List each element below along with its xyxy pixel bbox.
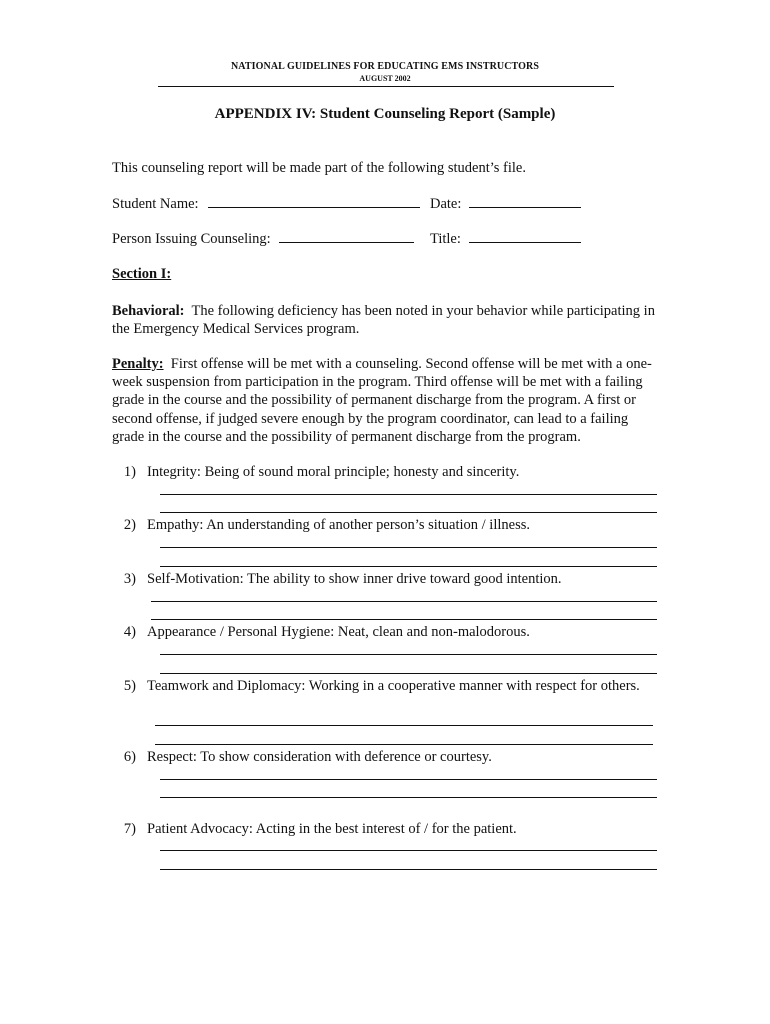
document-date: AUGUST 2002 bbox=[359, 74, 411, 83]
list-item bbox=[112, 623, 672, 643]
item-text: Empathy: An understanding of another person’s situation / illness. bbox=[147, 517, 530, 533]
section-heading: Section I: bbox=[112, 266, 172, 282]
response-line[interactable] bbox=[155, 744, 653, 745]
list-item bbox=[112, 463, 672, 483]
behavioral-paragraph bbox=[112, 302, 662, 338]
response-line[interactable] bbox=[160, 779, 657, 780]
title-field[interactable] bbox=[430, 230, 581, 248]
behavioral-text: The following deficiency has been noted in your behavior while participating in the Emergency Medical Services program. bbox=[112, 303, 655, 338]
list-item bbox=[112, 570, 672, 590]
response-line[interactable] bbox=[160, 869, 657, 870]
document-header: NATIONAL GUIDELINES FOR EDUCATING EMS INSTRUCTORS bbox=[230, 61, 539, 72]
behavioral-label: Behavioral: bbox=[112, 303, 185, 319]
date-field[interactable] bbox=[430, 195, 581, 213]
penalty-paragraph bbox=[112, 355, 662, 446]
item-text: Teamwork and Diplomacy: Working in a cooperative manner with respect for others. bbox=[147, 678, 640, 694]
item-text: Self-Motivation: The ability to show inner drive toward good intention. bbox=[147, 571, 562, 587]
response-line[interactable] bbox=[160, 850, 657, 851]
response-line[interactable] bbox=[151, 619, 657, 620]
item-number: 3) bbox=[123, 571, 136, 587]
response-line[interactable] bbox=[160, 673, 657, 674]
penalty-label: Penalty: bbox=[112, 356, 164, 372]
item-number: 5) bbox=[123, 678, 136, 694]
list-item bbox=[112, 748, 672, 768]
header-rule bbox=[158, 86, 614, 87]
item-number: 7) bbox=[123, 821, 136, 837]
title-label: Title: bbox=[430, 231, 461, 247]
date-label: Date: bbox=[430, 196, 462, 212]
date-blank[interactable] bbox=[469, 195, 581, 208]
item-text: Respect: To show consideration with deference or courtesy. bbox=[147, 749, 492, 765]
item-text: Integrity: Being of sound moral principle; honesty and sincerity. bbox=[147, 464, 520, 480]
response-line[interactable] bbox=[160, 654, 657, 655]
item-text: Appearance / Personal Hygiene: Neat, clean and non-malodorous. bbox=[147, 624, 530, 640]
list-item bbox=[112, 516, 672, 536]
intro-text: This counseling report will be made part of the following student’s file. bbox=[112, 160, 526, 176]
student-name-label: Student Name: bbox=[112, 196, 199, 212]
person-issuing-label: Person Issuing Counseling: bbox=[112, 231, 271, 247]
item-number: 1) bbox=[123, 464, 136, 480]
person-issuing-blank[interactable] bbox=[279, 230, 414, 243]
item-number: 2) bbox=[123, 517, 136, 533]
list-item bbox=[112, 677, 672, 717]
person-issuing-field[interactable] bbox=[112, 230, 414, 248]
title-blank[interactable] bbox=[469, 230, 581, 243]
response-line[interactable] bbox=[160, 547, 657, 548]
item-number: 4) bbox=[123, 624, 136, 640]
student-name-field[interactable] bbox=[112, 195, 420, 213]
response-line[interactable] bbox=[155, 725, 653, 726]
response-line[interactable] bbox=[151, 601, 657, 602]
list-item bbox=[112, 820, 672, 840]
penalty-text: First offense will be met with a counseling. Second offense will be met with a one-week suspension from participation in the program. Third offense will be met with a failing grade in the course and the possibility of permanent discharge from the program. A first or second offense, if judged severe enough by the program coordinator, can lead to a failing grade in the course and the possibility of permanent discharge from the program. bbox=[112, 356, 652, 445]
page-title: APPENDIX IV: Student Counseling Report (Sample) bbox=[214, 106, 556, 122]
response-line[interactable] bbox=[160, 512, 657, 513]
item-number: 6) bbox=[123, 749, 136, 765]
response-line[interactable] bbox=[160, 494, 657, 495]
response-line[interactable] bbox=[160, 797, 657, 798]
student-name-blank[interactable] bbox=[208, 195, 420, 208]
response-line[interactable] bbox=[160, 566, 657, 567]
item-text: Patient Advocacy: Acting in the best interest of / for the patient. bbox=[147, 821, 517, 837]
